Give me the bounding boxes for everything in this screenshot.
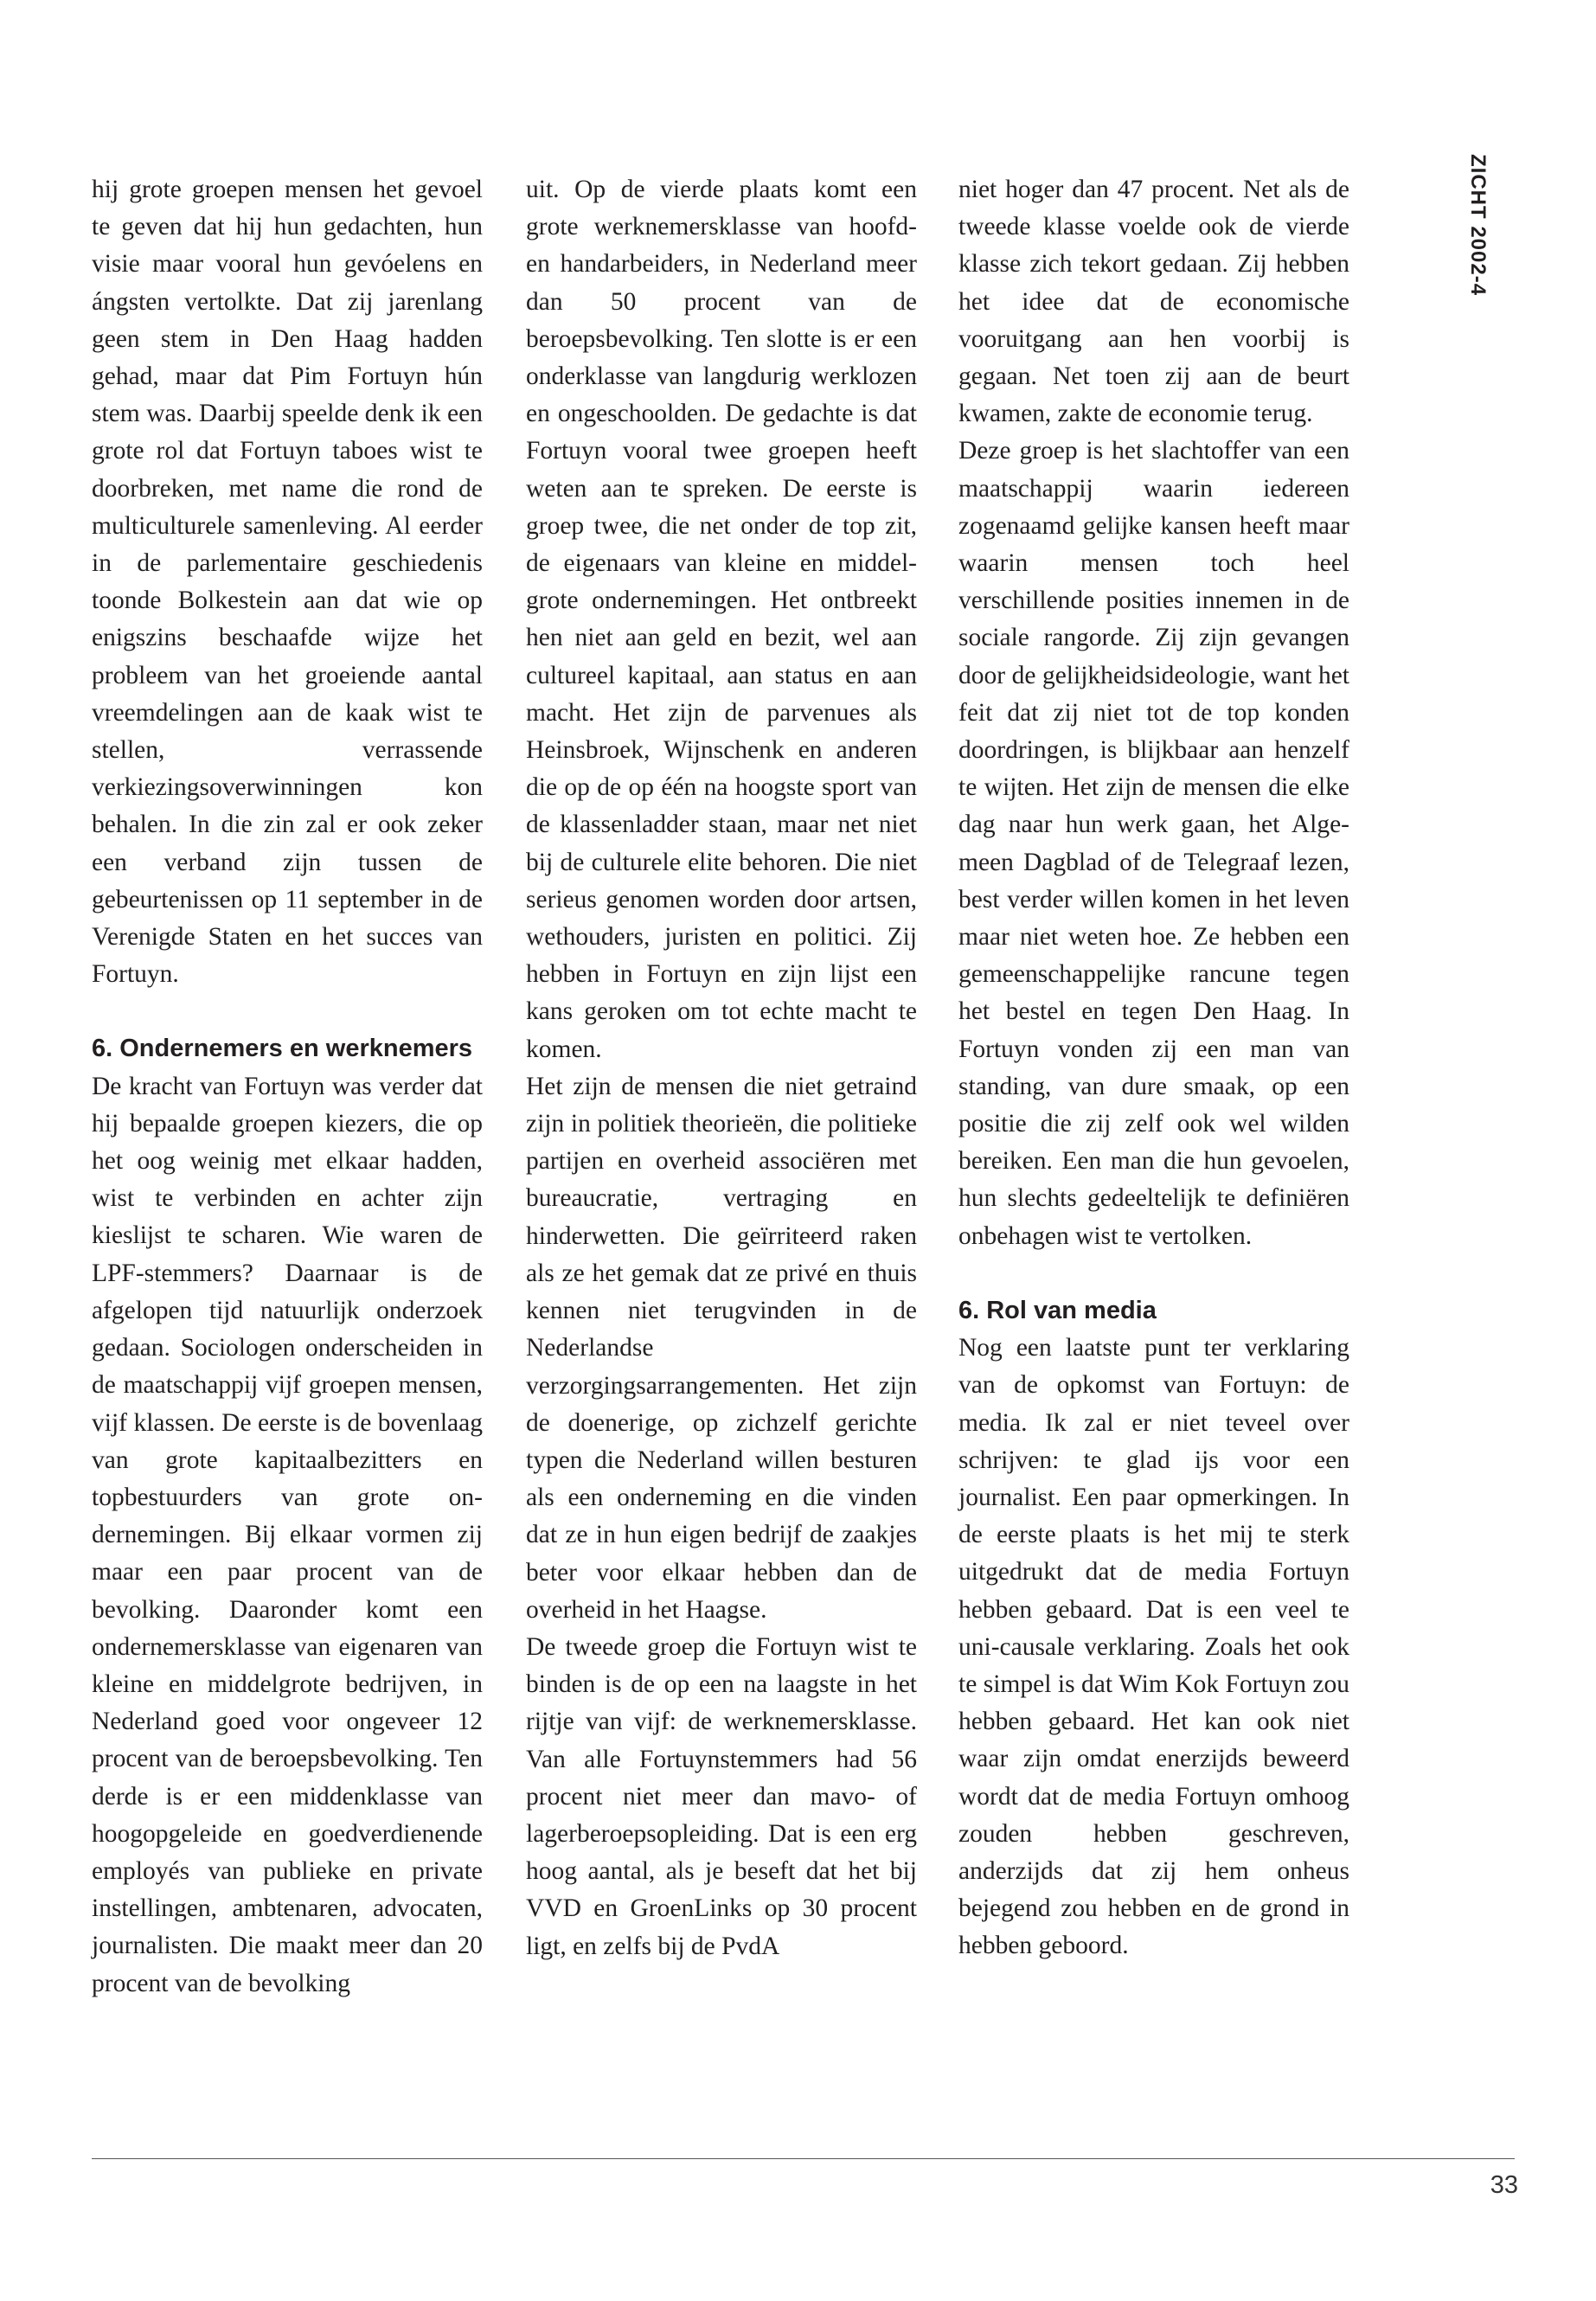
paragraph-spacer [92, 993, 483, 1030]
paragraph: uit. Op de vierde plaats komt een grote werknemersklasse van hoofd- en handarbeiders, in Nederland meer dan 50 procent van de beroepsbevolking. Ten slotte is er een onderklasse van langdurig werklozen en ongeschoolden. De gedachte is dat Fortuyn vooral twee groepen heeft weten aan te spreken. De eerste is groep twee, die net onder de top zit, de eigenaars van kleine en middelgrote ondernemingen. Het ontbreekt hen niet aan geld en bezit, wel aan cultureel kapitaal, aan status en aan macht. Het zijn de parvenues als Heinsbroek, Wijnschenk en anderen die op de op één na hoogste sport van de klassenladder staan, maar net niet bij de culturele elite behoren. Die niet serieus genomen worden door artsen, wethouders, juristen en politici. Zij hebben in Fortuyn en zijn lijst een kans geroken om tot echte macht te komen. [526, 176, 917, 1063]
paragraph: Het zijn de mensen die niet getraind zijn in politiek theorieën, die politieke partijen en overheid associëren met bureaucratie, vertraging en hinderwetten. Die geïrriteerd raken als ze het gemak dat ze privé en thuis kennen niet terugvinden in de Nederlandse verzorgingsarrangementen. Het zijn de doenerige, op zichzelf gerichte typen die Nederland willen besturen als een onderneming en die vinden dat ze in hun eigen bedrijf de zaakjes beter voor elkaar hebben dan de overheid in het Haagse. [526, 1072, 917, 1624]
text-column-1 [92, 171, 483, 2003]
section-heading-media: 6. Rol van media [958, 1296, 1157, 1324]
page-number: 33 [1490, 2171, 1518, 2199]
paragraph: Nog een laatste punt ter verklaring van de opkomst van Fortuyn: de media. Ik zal er niet teveel over schrijven: te glad ijs voor een journalist. Een paar opmerkingen. In de eerste plaats is het mij te sterk uitgedrukt dat de media Fortuyn hebben gebaard. Dat is een veel te uni-causale verklaring. Zoals het ook te simpel is dat Wim Kok Fortuyn zou hebben gebaard. Het kan ook niet waar zijn omdat enerzijds beweerd wordt dat de media Fortuyn omhoog zouden hebben geschreven, anderzijds dat zij hem onheus bejegend zou hebben en de grond in hebben geboord. [958, 1334, 1349, 1960]
footer-rule [92, 2158, 1515, 2159]
section-heading-ondernemers: 6. Ondernemers en werknemers [92, 1035, 473, 1063]
running-head [1466, 154, 1509, 336]
paragraph: De kracht van Fortuyn was verder dat hij bepaalde groepen kiezers, die op het oog weinig met elkaar hadden, wist te verbinden en achter zijn kieslijst te scharen. Wie waren de LPF-stemmers? Daarnaar is de afgelopen tijd natuurlijk onderzoek gedaan. Sociologen onderscheiden in de maatschappij vijf groepen mensen, vijf klassen. De eerste is de bovenlaag van grote kapitaalbezitters en topbestuurders van grote ondernemingen. Bij elkaar vormen zij maar een paar procent van de bevolking. Daaronder komt een ondernemersklasse van eigenaren van kleine en middelgrote bedrijven, in Nederland goed voor ongeveer 12 procent van de beroepsbevolking. Ten derde is er een middenklasse van hoogopgeleide en goedverdienende employés van publieke en private instellingen, ambtenaren, advocaten, journalisten. Die maakt meer dan 20 procent van de bevolking [92, 1072, 483, 1997]
paragraph: hij grote groepen mensen het gevoel te geven dat hij hun gedachten, hun visie maar vooral hun gevóelens en ángsten vertolkte. Dat zij jarenlang geen stem in Den Haag hadden gehad, maar dat Pim Fortuyn hún stem was. Daarbij speelde denk ik een grote rol dat Fortuyn taboes wist te doorbreken, met name die rond de multiculturele samenleving. Al eerder in de parlementaire geschiedenis toonde Bolkestein aan dat wie op enigszins beschaafde wijze het probleem van het groeiende aantal vreemdelingen aan de kaak wist te stellen, verrassende verkiezingsoverwinningen kon behalen. In die zin zal er ook zeker een verband zijn tussen de gebeurtenissen op 11 september in de Verenigde Staten en het succes van Fortuyn. [92, 176, 483, 989]
paragraph: De tweede groep die Fortuyn wist te binden is de op een na laagste in het rijtje van vijf: de werknemersklasse. Van alle Fortuynstemmers had 56 procent niet meer dan mavo- of lagerberoepsopleiding. Dat is een erg hoog aantal, als je beseft dat het bij VVD en GroenLinks op 30 procent ligt, en zelfs bij de PvdA [526, 1632, 917, 1960]
paragraph-spacer [958, 1255, 1349, 1292]
text-column-3 [958, 171, 1349, 1965]
paragraph: Deze groep is het slachtoffer van een maatschappij waarin iedereen zogenaamd gelijke kansen heeft maar waarin mensen toch heel verschillende posities innemen in de sociale rangorde. Zij zijn gevangen door de gelijkheidsideologie, want het feit dat zij niet tot de top konden doordringen, is blijkbaar aan henzelf te wijten. Het zijn de mensen die elke dag naar hun werk gaan, het Algemeen Dagblad of de Telegraaf lezen, best verder willen komen in het leven maar niet weten hoe. Ze hebben een gemeenschappelijke rancune tegen het bestel en tegen Den Haag. In Fortuyn vonden zij een man van standing, van dure smaak, op een positie die zij zelf ook wel wilden bereiken. Een man die hun gevoelen, hun slechts gedeeltelijk te definiëren onbehagen wist te vertolken. [958, 437, 1349, 1250]
paragraph: niet hoger dan 47 procent. Net als de tweede klasse voelde ook de vierde klasse zich tekort gedaan. Zij hebben het idee dat de economische vooruitgang aan hen voorbij is gegaan. Net toen zij aan de beurt kwamen, zakte de economie terug. [958, 176, 1349, 428]
journal-issue-label: ZICHT 2002-4 [1466, 154, 1490, 297]
text-column-2 [526, 171, 917, 1965]
